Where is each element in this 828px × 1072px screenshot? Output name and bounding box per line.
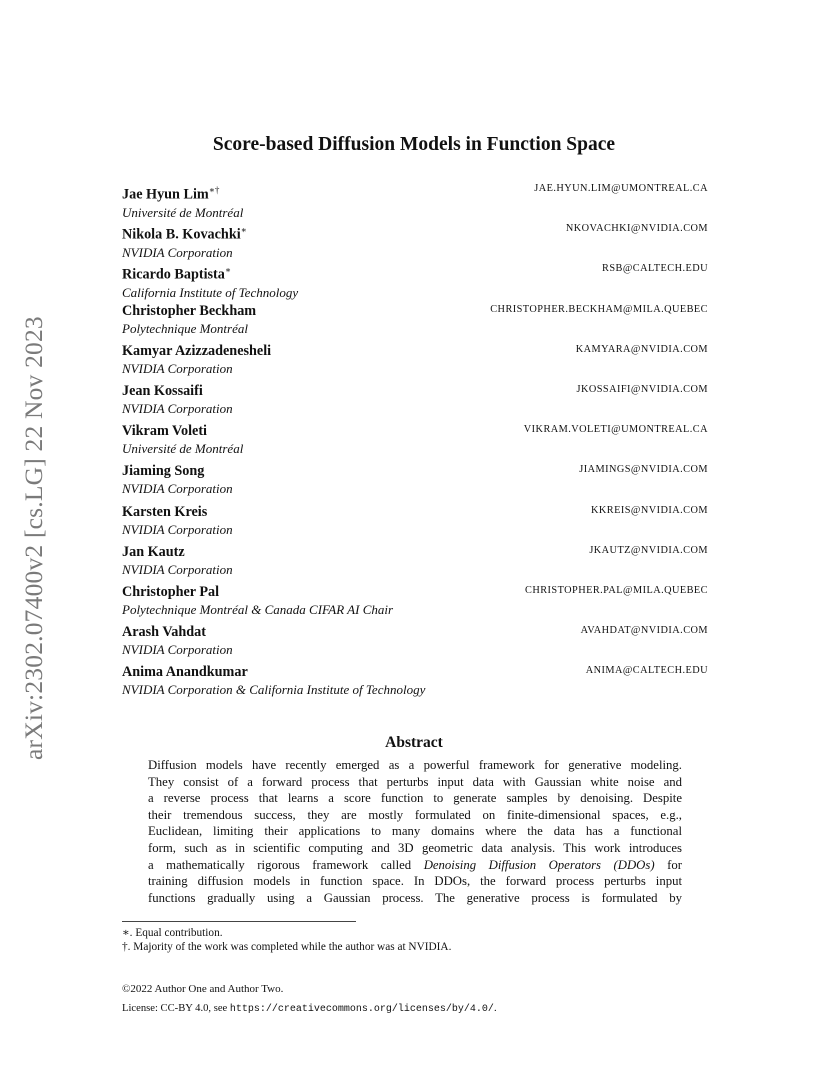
author-affiliation: NVIDIA Corporation [122,244,233,260]
author-name: Jiaming Song [122,463,205,480]
author-name: Vikram Voleti [122,423,207,440]
author-affiliation: Université de Montréal [122,441,244,457]
emphasized-term: Denoising Diffusion Operators (DDOs) [423,857,655,872]
author-entry [122,422,708,462]
copyright-notice: ©2022 Author One and Author Two. [122,983,284,995]
arxiv-identifier-stamp: arXiv:2302.07400v2 [cs.LG] 22 Nov 2023 [19,316,48,760]
author-affiliation: NVIDIA Corporation [122,642,233,658]
author-email[interactable]: JKAUTZ@NVIDIA.COM [589,544,708,556]
author-affiliation: California Institute of Technology [122,285,299,301]
author-name: Karsten Kreis [122,503,208,520]
author-entry [122,462,708,502]
author-name: Jae Hyun Lim∗† [122,185,220,203]
abstract-line: a mathematically rigorous framework called Denoising Diffusion Operators (DDOs) for [148,857,682,872]
author-affiliation: NVIDIA Corporation & California Institute of Technology [122,682,426,698]
author-entry [122,261,708,301]
author-affiliation: NVIDIA Corporation [122,360,233,376]
abstract-line: Euclidean, limiting their applications to many domains where the data has a functional [148,824,682,839]
abstract-line: a reverse process that learns a score function to generate samples by denoising. Despite [148,791,682,806]
author-affiliation: Polytechnique Montréal [122,320,248,336]
author-entry [122,302,708,342]
footnote-equal-contribution: ∗. Equal contribution. [122,927,223,939]
abstract-body [148,757,682,906]
author-entry [122,181,708,221]
abstract-line: They consist of a forward process that perturbs input data with Gaussian white noise and [148,774,682,789]
author-entry [122,663,708,703]
author-entry [122,221,708,261]
author-email[interactable]: VIKRAM.VOLETI@UMONTREAL.CA [523,424,708,436]
abstract-line: their tremendous success, they are mostly formulated on finite-dimensional spaces, e.g., [148,807,682,822]
author-name: Christopher Pal [122,583,220,600]
author-name: Anima Anandkumar [122,664,248,681]
author-entry [122,382,708,422]
abstract-line: functions gradually using a Gaussian process. The generative process is formulated by [148,890,682,905]
author-affiliation: NVIDIA Corporation [122,481,233,497]
author-email[interactable]: ANIMA@CALTECH.EDU [585,665,708,677]
author-affiliation: NVIDIA Corporation [122,561,233,577]
author-entry [122,543,708,583]
author-entry [122,503,708,543]
author-name: Arash Vahdat [122,624,206,641]
license-notice: License: CC-BY 4.0, see https://creativecommons.org/licenses/by/4.0/. [122,1003,497,1015]
author-affiliation: Université de Montréal [122,204,244,220]
author-email[interactable]: JIAMINGS@NVIDIA.COM [579,464,708,476]
author-list [122,181,708,703]
author-email[interactable]: JKOSSAIFI@NVIDIA.COM [576,383,708,395]
author-entry [122,583,708,623]
abstract-line: form, such as in scientific computing and 3D geometric data analysis. This work introduces [148,840,682,855]
author-email[interactable]: CHRISTOPHER.PAL@MILA.QUEBEC [525,584,708,596]
author-email[interactable]: KKREIS@NVIDIA.COM [591,504,708,516]
author-email[interactable]: KAMYARA@NVIDIA.COM [575,343,708,355]
author-name: Christopher Beckham [122,302,257,319]
author-entry [122,623,708,663]
author-email[interactable]: JAE.HYUN.LIM@UMONTREAL.CA [534,183,708,194]
author-email[interactable]: CHRISTOPHER.BECKHAM@MILA.QUEBEC [490,303,708,315]
license-link[interactable]: https://creativecommons.org/licenses/by/4.0/ [229,1004,494,1015]
author-name: Kamyar Azizzadenesheli [122,342,272,359]
author-email[interactable]: AVAHDAT@NVIDIA.COM [580,625,708,637]
paper-title: Score-based Diffusion Models in Function Space [212,134,616,155]
author-affiliation: NVIDIA Corporation [122,521,233,537]
author-footnote-mark: ∗ [224,265,231,276]
footnote-nvidia-work: †. Majority of the work was completed while the author was at NVIDIA. [122,941,452,953]
abstract-line: training diffusion models in function space. In DDOs, the forward process perturbs input [148,874,682,889]
author-affiliation: Polytechnique Montréal & Canada CIFAR AI Chair [122,601,394,617]
author-entry [122,342,708,382]
author-footnote-mark: ∗ [240,225,247,236]
footnote-divider [122,921,356,922]
abstract-line: Diffusion models have recently emerged as a powerful framework for generative modeling. [148,758,682,772]
author-email[interactable]: NKOVACHKI@NVIDIA.COM [565,223,708,235]
author-name: Nikola B. Kovachki∗ [122,225,247,243]
author-name: Ricardo Baptista∗ [122,265,231,284]
author-name: Jan Kautz [122,543,185,560]
author-footnote-mark: ∗† [208,185,220,195]
abstract-heading: Abstract [385,734,443,751]
author-name: Jean Kossaifi [122,382,203,399]
author-email[interactable]: RSB@CALTECH.EDU [602,263,708,275]
author-affiliation: NVIDIA Corporation [122,400,233,416]
